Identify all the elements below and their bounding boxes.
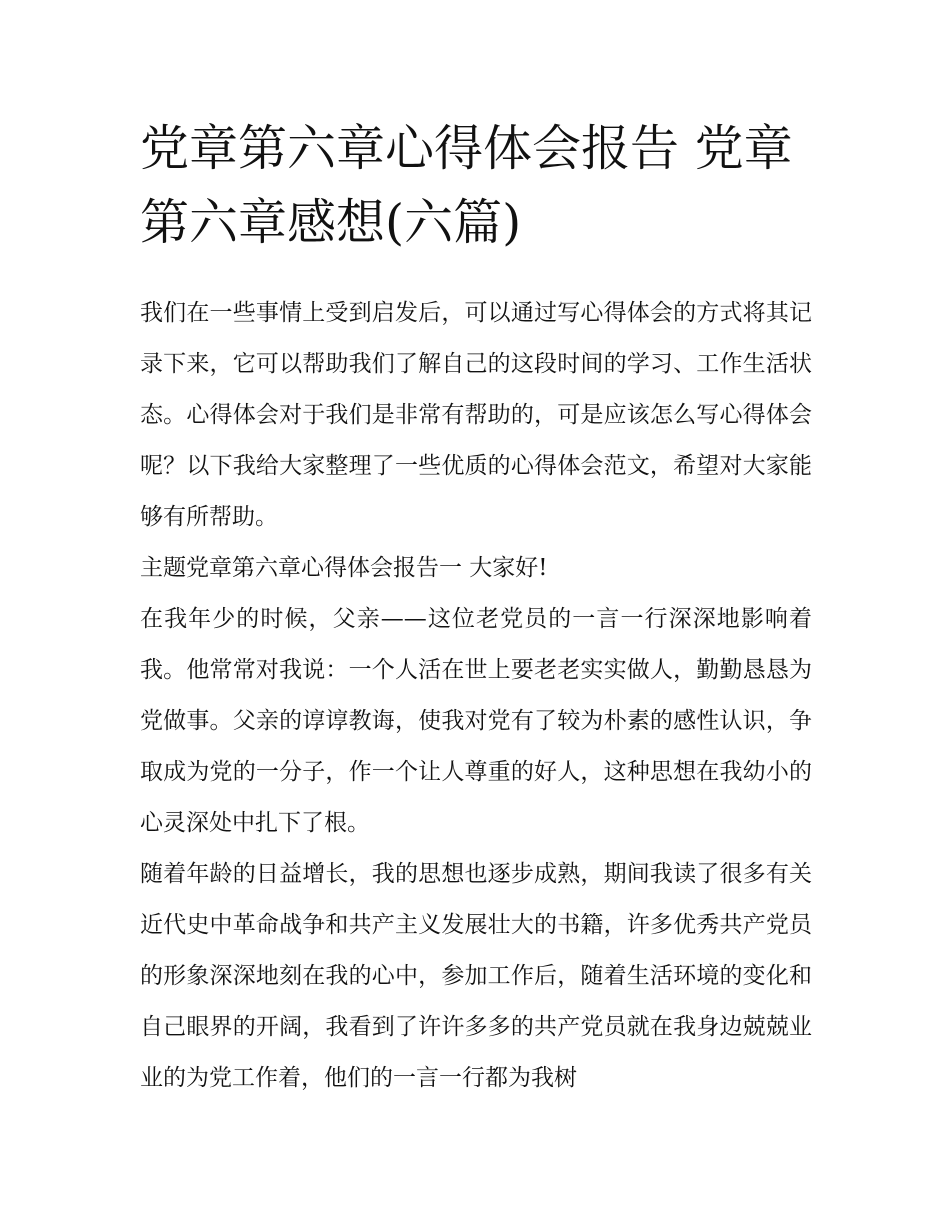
paragraph-childhood: 在我年少的时候，父亲——这位老党员的一言一行深深地影响着我。他常常对我说：一个人活在世上要老老实实做人，勤勤恳恳为党做事。父亲的谆谆教诲，使我对党有了较为朴素的感性认识，争取成为党的一分子，作一个让人尊重的好人，这种思想在我幼小的心灵深处中扎下了根。	[140, 606, 812, 836]
document-title: 党章第六章心得体会报告 党章第六章感想(六篇)	[140, 120, 793, 251]
paragraph-growth: 随着年龄的日益增长，我的思想也逐步成熟，期间我读了很多有关近代史中革命战争和共产主义发展壮大的书籍，许多优秀共产党员的形象深深地刻在我的心中，参加工作后，随着生活环境的变化和自己眼界的开阔，我看到了许许多多的共产党员就在我身边兢兢业业的为党工作着，他们的一言一行都为我树	[140, 861, 812, 1091]
document-body	[140, 288, 812, 1104]
document-content	[140, 112, 812, 1104]
paragraph-intro: 我们在一些事情上受到启发后，可以通过写心得体会的方式将其记录下来，它可以帮助我们了解自己的这段时间的学习、工作生活状态。心得体会对于我们是非常有帮助的，可是应该怎么写心得体会呢？以下我给大家整理了一些优质的心得体会范文，希望对大家能够有所帮助。	[140, 300, 812, 530]
paragraph-heading: 主题党章第六章心得体会报告一 大家好!	[140, 555, 548, 581]
